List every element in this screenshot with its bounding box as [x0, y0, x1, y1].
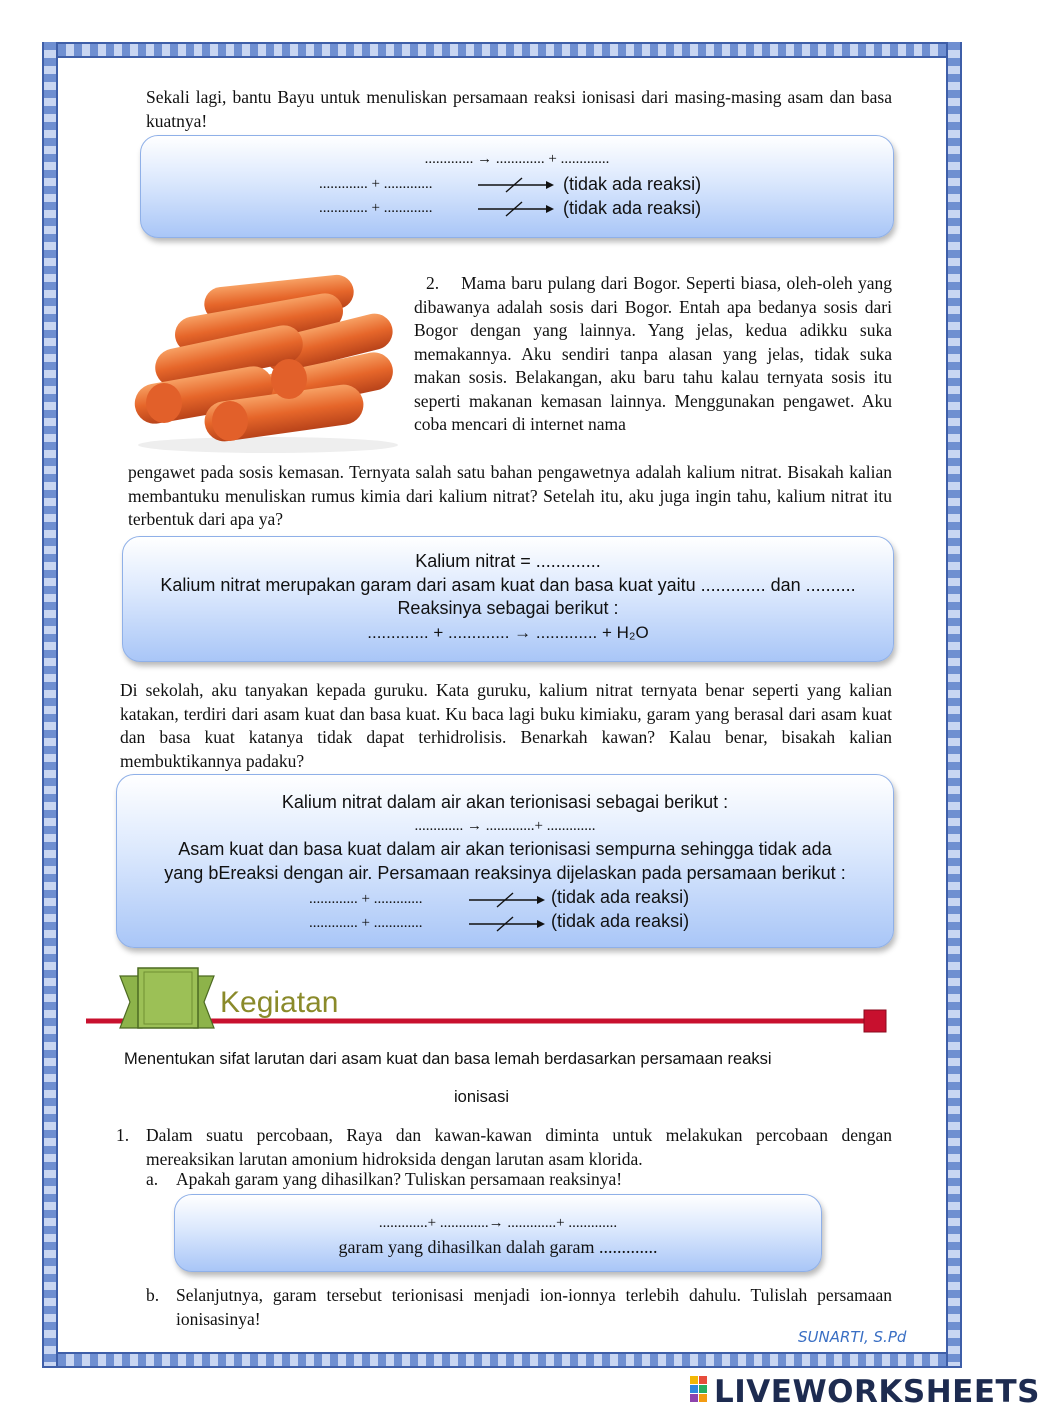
box3-line-3: Asam kuat dan basa kuat dalam air akan terionisasi sempurna sehingga tidak ada — [178, 839, 832, 859]
page-border-top — [42, 42, 962, 58]
kegiatan-subtitle-1: Menentukan sifat larutan dari asam kuat dan basa lemah berdasarkan persamaan reaksi — [124, 1050, 772, 1068]
story-2-number: 2. — [426, 273, 440, 293]
answer-box-3 — [116, 774, 894, 948]
question-1a-label: a. — [146, 1169, 159, 1189]
page-border-right — [946, 42, 962, 1366]
question-1b-text: Selanjutnya, garam tersebut terionisasi menjadi ion-ionnya terlebih dahulu. Tulislah persamaan ionisasinya! — [176, 1285, 892, 1329]
box1-equation-1[interactable]: ............. → ............. + ............. — [424, 151, 610, 167]
kegiatan-header — [86, 966, 896, 1036]
sausage-image — [134, 275, 402, 453]
no-reaction-label: (tidak ada reaksi) — [551, 887, 690, 907]
box2-line-2[interactable]: Kalium nitrat merupakan garam dari asam kuat dan basa kuat yaitu ............. dan .......... — [160, 574, 856, 595]
box3-line-4: yang bEreaksi dengan air. Persamaan reaksinya dijelaskan pada persamaan berikut : — [164, 862, 846, 883]
box4-line-2[interactable]: garam yang dihasilkan dalah garam ............. — [338, 1236, 658, 1257]
question-1b-label: b. — [146, 1285, 160, 1305]
box3-equation-6-left[interactable]: ............. + ............. — [309, 915, 423, 931]
box2-line-3: Reaksinya sebagai berikut : — [397, 598, 619, 618]
no-reaction-label: (tidak ada reaksi) — [563, 174, 702, 194]
page-border-left — [42, 42, 58, 1366]
story-2-continuation: pengawet pada sosis kemasan. Ternyata salah satu bahan pengawetnya adalah kalium nitrat. Bisakah kalian membantuku menuliskan rumus kimia dari kalium nitrat? Setelah itu, aku juga ingin tahu, kalium nitrat itu terbentuk dari apa ya? — [128, 462, 892, 529]
kegiatan-title: Kegiatan — [220, 986, 339, 1019]
answer-box-2 — [122, 536, 894, 662]
intro-instruction: Sekali lagi, bantu Bayu untuk menuliskan persamaan reaksi ionisasi dari masing-masing asam dan basa kuatnya! — [146, 87, 892, 131]
box3-equation-5-left[interactable]: ............. + ............. — [309, 891, 423, 907]
no-reaction-label: (tidak ada reaksi) — [551, 911, 690, 931]
liveworksheets-brand: LIVEWORKSHEETS — [714, 1374, 1040, 1410]
box2-line-1[interactable]: Kalium nitrat = ............. — [415, 551, 601, 571]
author-signature: SUNARTI, S.Pd — [798, 1328, 907, 1346]
page-border-bottom — [42, 1352, 962, 1368]
box3-line-2[interactable]: ............. → .............+ ............. — [414, 817, 596, 834]
question-1-number: 1. — [116, 1125, 130, 1145]
question-1a-text: Apakah garam yang dihasilkan? Tuliskan persamaan reaksinya! — [176, 1169, 623, 1189]
crossed-arrow-icon — [467, 891, 545, 915]
answer-box-1 — [140, 135, 894, 238]
box4-line-1[interactable]: .............+ .............→ .............+ ............. — [378, 1215, 618, 1231]
box1-equation-2-left[interactable]: ............. + ............. — [319, 176, 433, 192]
story-2-text — [414, 272, 892, 437]
crossed-arrow-icon — [467, 915, 545, 939]
no-reaction-label: (tidak ada reaksi) — [563, 198, 702, 218]
crossed-arrow-icon — [476, 176, 554, 200]
liveworksheets-logo — [690, 1376, 716, 1404]
question-1-text: Dalam suatu percobaan, Raya dan kawan-kawan diminta untuk melakukan percobaan dengan mereaksikan larutan amonium hidroksida dengan larutan asam klorida. — [146, 1125, 892, 1169]
box2-line-4[interactable]: ............. + ............. → ............. + H₂O — [367, 622, 649, 642]
story-3-text: Di sekolah, aku tanyakan kepada guruku. Kata guruku, kalium nitrat ternyata benar seperti yang kalian katakan, terdiri dari asam kuat dan basa kuat. Ku baca lagi buku kimiaku, garam yang berasal dari asam kuat dan basa kuat katanya tidak dapat terhidrolisis. Benarkah kawan? Kalau benar, bisakah kalian membuktikannya padaku? — [120, 680, 892, 771]
box3-line-1: Kalium nitrat dalam air akan terionisasi sebagai berikut : — [281, 792, 729, 812]
answer-box-4 — [174, 1194, 822, 1272]
crossed-arrow-icon — [476, 200, 554, 224]
kegiatan-subtitle-2: ionisasi — [454, 1088, 510, 1106]
box1-equation-3-left[interactable]: ............. + ............. — [319, 200, 433, 216]
story-2-body: Mama baru pulang dari Bogor. Seperti biasa, oleh-oleh yang dibawanya adalah sosis dari Bogor. Entah apa bedanya sosis dari Bogor dengan yang lainnya. Yang jelas, kedua adikku suka memakannya. Aku sendiri tanpa alasan yang jelas, tidak suka makan sosis. Belakangan, aku baru tahu kalau ternyata sosis itu seperti makanan kemasan lainnya. Menggunakan pengawet. Aku coba mencari di internet nama — [414, 273, 892, 434]
